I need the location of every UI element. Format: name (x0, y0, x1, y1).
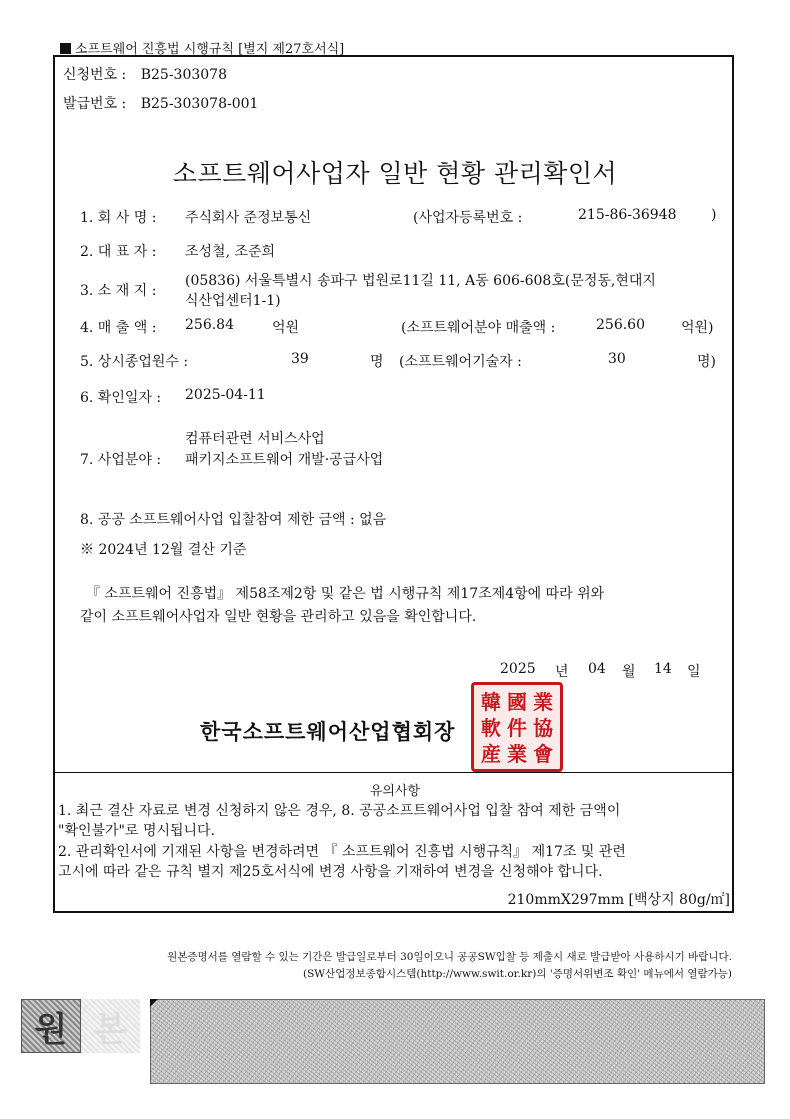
application-number-value: B25-303078 (140, 67, 227, 83)
seal-char: 業 (533, 690, 553, 714)
original-stamp (21, 999, 140, 1053)
ceo-name: 조성철, 조준희 (185, 244, 276, 260)
business-area-line-2: 패키지소프트웨어 개발·공급사업 (185, 452, 384, 468)
ceo-label: 2. 대 표 자 : (80, 244, 157, 260)
paper-size: 210mmX297mm [백상지 80g/㎡] (507, 892, 730, 908)
sw-technicians-unit: 명) (697, 354, 716, 370)
seal-char: 件 (507, 716, 527, 740)
seal-char: 産 (481, 742, 501, 766)
application-number-label: 신청번호 : (63, 67, 127, 83)
note-1-line-2: "확인불가"로 명시됩니다. (58, 823, 216, 839)
date-day-unit: 일 (687, 664, 701, 680)
employees-label: 5. 상시종업원수 : (80, 354, 189, 370)
sales-unit: 억원 (272, 320, 300, 336)
company-name: 주식회사 준정보통신 (185, 210, 312, 226)
settlement-basis: ※ 2024년 12월 결산 기준 (80, 542, 247, 558)
sales-value: 256.84 (185, 317, 234, 333)
statement-line-1: 『 소프트웨어 진흥법』 제58조제2항 및 같은 법 시행규칙 제17조제4항에 따라 위와 (86, 586, 605, 602)
company-label: 1. 회 사 명 : (80, 210, 157, 226)
seal-char: 會 (533, 742, 553, 766)
seal-char: 韓 (481, 690, 501, 714)
sw-sales-value: 256.60 (596, 317, 645, 333)
business-reg-close: ) (711, 207, 717, 223)
notes-title: 유의사항 (369, 784, 421, 799)
official-seal (471, 682, 563, 772)
seal-char: 協 (533, 716, 553, 740)
date-month: 04 (588, 661, 606, 677)
sw-sales-label: (소프트웨어분야 매출액 : (401, 320, 556, 336)
statement-line-2: 같이 소프트웨어사업자 일반 현황을 관리하고 있음을 확인합니다. (80, 609, 477, 625)
date-year: 2025 (500, 661, 536, 677)
business-area-line-1: 컴퓨터관련 서비스사업 (185, 431, 325, 447)
note-2-line-2: 고시에 따라 같은 규칙 별지 제25호서식에 변경 사항을 기재하여 변경을 신청해야 합니다. (58, 864, 603, 880)
sw-technicians-label: (소프트웨어기술자 : (399, 354, 522, 370)
pattern-corner-mark (150, 999, 158, 1007)
square-bullet-icon (60, 43, 71, 54)
issue-number (63, 93, 258, 113)
sw-technicians-value: 30 (608, 351, 626, 367)
business-reg-label: (사업자등록번호 : (413, 210, 523, 226)
date-year-unit: 년 (555, 664, 569, 680)
employees-unit: 명 (370, 354, 384, 370)
issuer-name: 한국소프트웨어산업협회장 (200, 720, 456, 744)
employees-value: 39 (291, 351, 309, 367)
issue-number-label: 발급번호 : (63, 96, 127, 112)
application-number (63, 64, 227, 84)
business-reg-number: 215-86-36948 (578, 207, 677, 223)
original-stamp-char-2: 본 (81, 999, 140, 1053)
notes-divider (55, 772, 732, 773)
bid-restriction: 8. 공공 소프트웨어사업 입찰참여 제한 금액 : 없음 (80, 512, 387, 528)
seal-char: 國 (507, 690, 527, 714)
footer-line-2: (SW산업정보종합시스템(http://www.swit.or.kr)의 '증명서위변조 확인' 메뉴에서 열람가능) (303, 968, 732, 980)
business-area-label: 7. 사업분야 : (80, 452, 162, 468)
footer-line-1: 원본증명서를 열람할 수 있는 기간은 발급일로부터 30일이오니 공공SW입찰 등 제출시 새로 발급받아 사용하시기 바랍니다. (167, 951, 732, 963)
address-line-2: 식산업센터1-1) (185, 293, 281, 309)
original-stamp-char-1: 원 (21, 999, 81, 1053)
anti-forgery-pattern (150, 999, 765, 1084)
sales-label: 4. 매 출 액 : (80, 320, 157, 336)
confirm-date-value: 2025-04-11 (185, 387, 266, 403)
note-1-line-1: 1. 최근 결산 자료로 변경 신청하지 않은 경우, 8. 공공소프트웨어사업 입찰 참여 제한 금액이 (58, 803, 621, 819)
issue-number-value: B25-303078-001 (140, 96, 259, 112)
document-title: 소프트웨어사업자 일반 현황 관리확인서 (172, 159, 618, 188)
note-2-line-1: 2. 관리확인서에 기재된 사항을 변경하려면 『 소프트웨어 진흥법 시행규칙』 제17조 및 관련 (58, 844, 626, 860)
confirm-date-label: 6. 확인일자 : (80, 390, 162, 406)
seal-char: 軟 (481, 716, 501, 740)
form-label-text: 소프트웨어 진흥법 시행규칙 [별지 제27호서식] (75, 42, 345, 57)
date-day: 14 (654, 661, 672, 677)
seal-char: 業 (507, 742, 527, 766)
address-line-1: (05836) 서울특별시 송파구 법원로11길 11, A동 606-608호(문정동,현대지 (185, 273, 656, 289)
sw-sales-unit: 억원) (681, 320, 714, 336)
address-label: 3. 소 재 지 : (80, 283, 157, 299)
date-month-unit: 월 (622, 664, 636, 680)
